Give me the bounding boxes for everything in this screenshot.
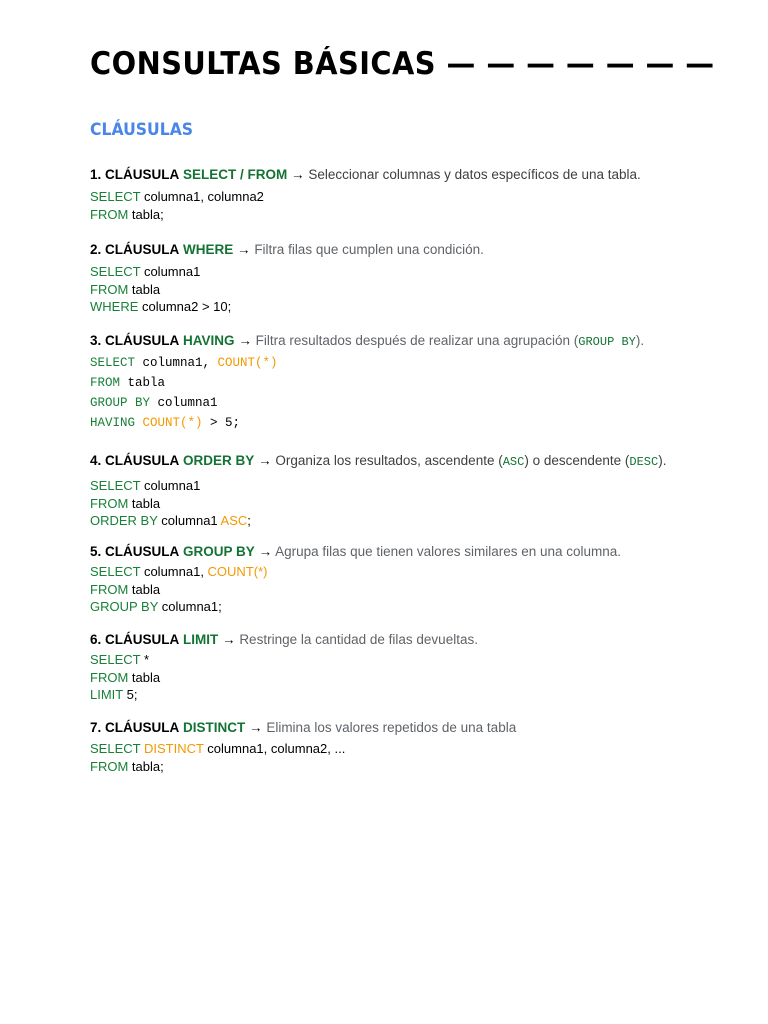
- clause-description: [256, 333, 645, 348]
- inline-code: DESC: [629, 455, 659, 469]
- sql-function: ASC: [220, 513, 248, 528]
- code-block: [90, 651, 730, 704]
- sql-text: tabla;: [128, 758, 164, 774]
- code-line: [90, 281, 730, 299]
- section-select-from: [90, 166, 730, 223]
- section-group-by: [90, 543, 730, 616]
- sql-keyword: SELECT: [90, 741, 141, 756]
- sql-keyword: SELECT: [90, 478, 141, 493]
- section-heading: [90, 543, 730, 561]
- sql-keyword: FROM: [90, 581, 129, 597]
- sql-text: tabla;: [128, 206, 164, 222]
- code-line: [90, 393, 730, 413]
- sql-text: columna1, columna2, ...: [203, 741, 346, 756]
- description-text: Organiza los resultados, ascendente (: [275, 453, 503, 468]
- code-line: [90, 188, 730, 206]
- code-block: [90, 188, 730, 223]
- code-line: [90, 581, 730, 599]
- sql-keyword: SELECT: [90, 189, 141, 204]
- sql-text: tabla: [128, 669, 161, 685]
- sql-keyword: WHERE: [90, 299, 139, 314]
- arrow-icon: →: [249, 720, 263, 735]
- code-block: [90, 477, 730, 530]
- clause-number: 5. CLÁUSULA: [90, 544, 180, 559]
- sql-keyword: SELECT: [90, 652, 141, 667]
- clause-description: Seleccionar columnas y datos específicos de una tabla.: [308, 167, 641, 182]
- sql-text: columna2 > 10;: [138, 299, 232, 314]
- sql-keyword: SELECT: [90, 264, 141, 279]
- clause-description: Restringe la cantidad de filas devueltas.: [239, 632, 478, 647]
- code-line: [90, 206, 730, 224]
- arrow-icon: →: [291, 167, 305, 182]
- sql-text: 5;: [123, 687, 138, 702]
- code-block: [90, 353, 730, 433]
- code-line: [90, 740, 730, 758]
- clause-description: Elimina los valores repetidos de una tabla: [266, 720, 517, 735]
- sql-text: > 5;: [202, 416, 241, 430]
- code-line: [90, 353, 730, 373]
- sql-keyword: LIMIT: [90, 687, 123, 702]
- code-line: [90, 669, 730, 687]
- section-heading: [90, 719, 730, 737]
- sql-text: columna1;: [158, 599, 222, 614]
- sql-text: tabla: [128, 495, 161, 511]
- section-heading: [90, 166, 730, 184]
- sql-text: columna1, columna2: [140, 189, 264, 204]
- code-line: [90, 413, 730, 433]
- sql-keyword: FROM: [90, 376, 121, 390]
- section-limit: [90, 631, 730, 704]
- code-line: [90, 373, 730, 393]
- sql-keyword: FROM: [90, 495, 129, 511]
- sql-function: COUNT(*): [207, 564, 268, 579]
- inline-code: ASC: [502, 455, 525, 469]
- section-heading: [90, 631, 730, 649]
- section-having: [90, 332, 730, 433]
- sql-keyword: GROUP BY: [90, 396, 151, 410]
- code-line: [90, 686, 730, 704]
- arrow-icon: →: [237, 242, 251, 257]
- section-heading: [90, 332, 730, 351]
- clause-number: 7. CLÁUSULA: [90, 720, 180, 735]
- section-heading: [90, 241, 730, 259]
- clause-number: 3. CLÁUSULA: [90, 333, 180, 348]
- arrow-icon: →: [258, 453, 272, 468]
- clause-keyword: SELECT / FROM: [183, 167, 288, 182]
- sql-text: ;: [247, 513, 251, 528]
- sql-text: [135, 416, 143, 430]
- section-order-by: [90, 452, 730, 530]
- code-block: [90, 740, 730, 775]
- code-line: [90, 477, 730, 495]
- clause-description: Filtra filas que cumplen una condición.: [254, 242, 484, 257]
- inline-code: GROUP BY: [578, 335, 636, 349]
- sql-text: columna1,: [140, 564, 208, 579]
- sql-keyword: SELECT: [90, 564, 141, 579]
- sql-keyword: FROM: [90, 758, 129, 774]
- page-title: CONSULTAS BÁSICAS — — — — — — —: [90, 46, 715, 82]
- sql-text: columna1,: [135, 356, 218, 370]
- sql-keyword: ORDER BY: [90, 513, 158, 528]
- section-heading: [90, 452, 730, 471]
- sql-keyword: GROUP BY: [90, 599, 159, 614]
- sql-keyword: HAVING: [90, 416, 136, 430]
- code-line: [90, 495, 730, 513]
- sql-keyword: FROM: [90, 669, 129, 685]
- sql-keyword: FROM: [90, 281, 129, 297]
- clause-number: 1. CLÁUSULA: [90, 167, 180, 182]
- sql-keyword: FROM: [90, 206, 129, 222]
- section-where: [90, 241, 730, 316]
- clause-description: [275, 453, 666, 468]
- sql-text: tabla: [128, 281, 161, 297]
- code-block: [90, 263, 730, 316]
- clause-number: 2. CLÁUSULA: [90, 242, 180, 257]
- clause-keyword: GROUP BY: [183, 544, 255, 559]
- sql-keyword: SELECT: [90, 356, 136, 370]
- clause-keyword: DISTINCT: [183, 720, 246, 735]
- sql-text: *: [140, 652, 150, 667]
- code-line: [90, 298, 730, 316]
- clause-description: Agrupa filas que tienen valores similares en una columna.: [275, 544, 622, 559]
- description-text: ).: [635, 333, 645, 348]
- code-line: [90, 598, 730, 616]
- sql-function: COUNT(*): [217, 356, 278, 370]
- clause-keyword: WHERE: [183, 242, 234, 257]
- arrow-icon: →: [238, 333, 252, 348]
- code-line: [90, 263, 730, 281]
- code-line: [90, 651, 730, 669]
- description-text: Filtra resultados después de realizar una agrupación (: [255, 333, 579, 348]
- clause-number: 4. CLÁUSULA: [90, 453, 180, 468]
- section-subtitle: CLÁUSULAS: [90, 120, 194, 140]
- arrow-icon: →: [222, 632, 236, 647]
- description-text: ).: [658, 453, 667, 468]
- sql-text: columna1: [150, 396, 218, 410]
- code-block: [90, 563, 730, 616]
- code-line: [90, 563, 730, 581]
- sql-function: COUNT(*): [142, 416, 203, 430]
- description-text: ) o descendente (: [524, 453, 630, 468]
- clause-keyword: HAVING: [183, 333, 235, 348]
- sql-text: tabla: [120, 376, 166, 390]
- clause-keyword: ORDER BY: [183, 453, 255, 468]
- clause-number: 6. CLÁUSULA: [90, 632, 180, 647]
- code-line: [90, 758, 730, 776]
- sql-text: columna1: [140, 478, 201, 493]
- sql-text: tabla: [128, 581, 161, 597]
- sql-text: columna1: [157, 513, 221, 528]
- sql-function: DISTINCT: [143, 741, 204, 756]
- sql-text: columna1: [140, 264, 201, 279]
- clause-keyword: LIMIT: [183, 632, 219, 647]
- arrow-icon: →: [258, 544, 273, 559]
- section-distinct: [90, 719, 730, 775]
- code-line: [90, 512, 730, 530]
